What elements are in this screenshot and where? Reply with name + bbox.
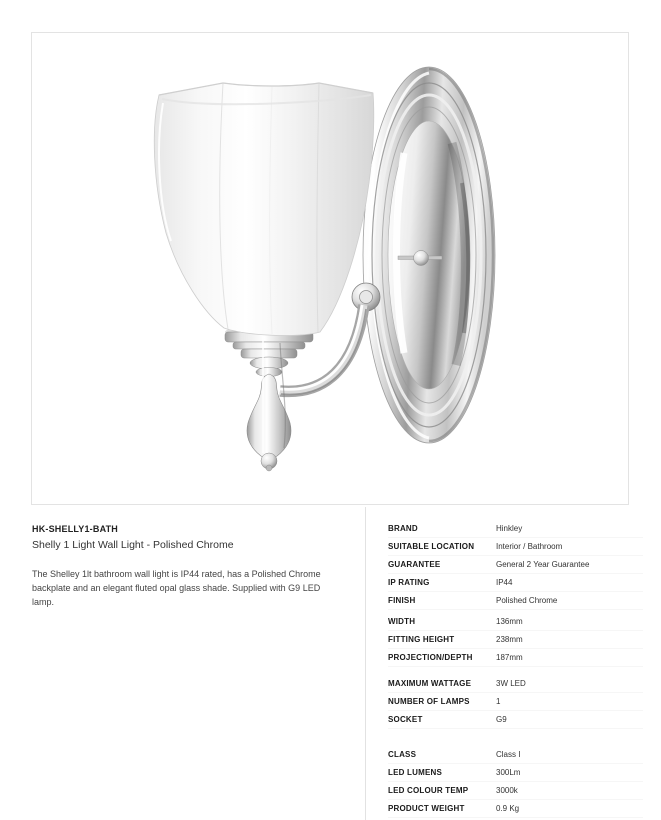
product-info	[32, 524, 337, 609]
spec-label: IP RATING	[388, 578, 430, 587]
spec-row	[388, 592, 643, 610]
product-description: The Shelley 1lt bathroom wall light is IP44 rated, has a Polished Chrome backplate and an elegant fluted opal glass shade. Supplied with G9 LED lamp.	[32, 569, 321, 607]
spec-label: PRODUCT WEIGHT	[388, 804, 465, 813]
spec-label: CLASS	[388, 750, 417, 759]
spec-label: LED COLOUR TEMP	[388, 786, 469, 795]
spec-value: 136mm	[496, 617, 523, 626]
column-divider	[365, 507, 366, 820]
spec-row	[388, 631, 643, 649]
glass-shade	[154, 83, 374, 335]
spec-value: Hinkley	[496, 524, 523, 533]
spec-value: 300Lm	[496, 768, 521, 777]
spec-value: General 2 Year Guarantee	[496, 560, 590, 569]
spec-row	[388, 800, 643, 818]
spec-row	[388, 520, 643, 538]
spec-row	[388, 782, 643, 800]
spec-label: FINISH	[388, 596, 416, 605]
spec-label: BRAND	[388, 524, 418, 533]
spec-row	[388, 693, 643, 711]
spec-group	[388, 613, 643, 667]
spec-group	[388, 746, 643, 818]
spec-row	[388, 649, 643, 667]
product-image	[32, 33, 628, 504]
spec-row	[388, 711, 643, 729]
spec-value: Class I	[496, 750, 521, 759]
spec-value: G9	[496, 715, 507, 724]
spec-label: NUMBER OF LAMPS	[388, 697, 470, 706]
spec-label: WIDTH	[388, 617, 416, 626]
spec-group	[388, 520, 643, 610]
spec-value: 0.9 Kg	[496, 804, 520, 813]
product-image-frame	[31, 32, 629, 505]
spec-label: MAXIMUM WATTAGE	[388, 679, 472, 688]
spec-value: IP44	[496, 578, 513, 587]
spec-row	[388, 613, 643, 631]
spec-row	[388, 675, 643, 693]
spec-value: Interior / Bathroom	[496, 542, 563, 551]
spec-row	[388, 538, 643, 556]
spec-label: FITTING HEIGHT	[388, 635, 455, 644]
stem-finial	[225, 325, 313, 471]
product-title: Shelly 1 Light Wall Light - Polished Chrome	[32, 539, 234, 551]
spec-row	[388, 556, 643, 574]
spec-label: SUITABLE LOCATION	[388, 542, 475, 551]
spec-label: GUARANTEE	[388, 560, 441, 569]
screw-ball	[414, 251, 429, 266]
spec-table	[388, 520, 643, 818]
spec-value: 238mm	[496, 635, 523, 644]
spec-value: Polished Chrome	[496, 596, 558, 605]
spec-group	[388, 675, 643, 729]
backplate	[363, 67, 495, 443]
product-code: HK-SHELLY1-BATH	[32, 524, 119, 534]
spec-row	[388, 746, 643, 764]
spec-label: SOCKET	[388, 715, 423, 724]
spec-value: 1	[496, 697, 501, 706]
spec-row	[388, 574, 643, 592]
spec-value: 3W LED	[496, 679, 526, 688]
spec-value: 3000k	[496, 786, 518, 795]
spec-value: 187mm	[496, 653, 523, 662]
spec-row	[388, 764, 643, 782]
spec-label: PROJECTION/DEPTH	[388, 653, 473, 662]
spec-label: LED LUMENS	[388, 768, 442, 777]
